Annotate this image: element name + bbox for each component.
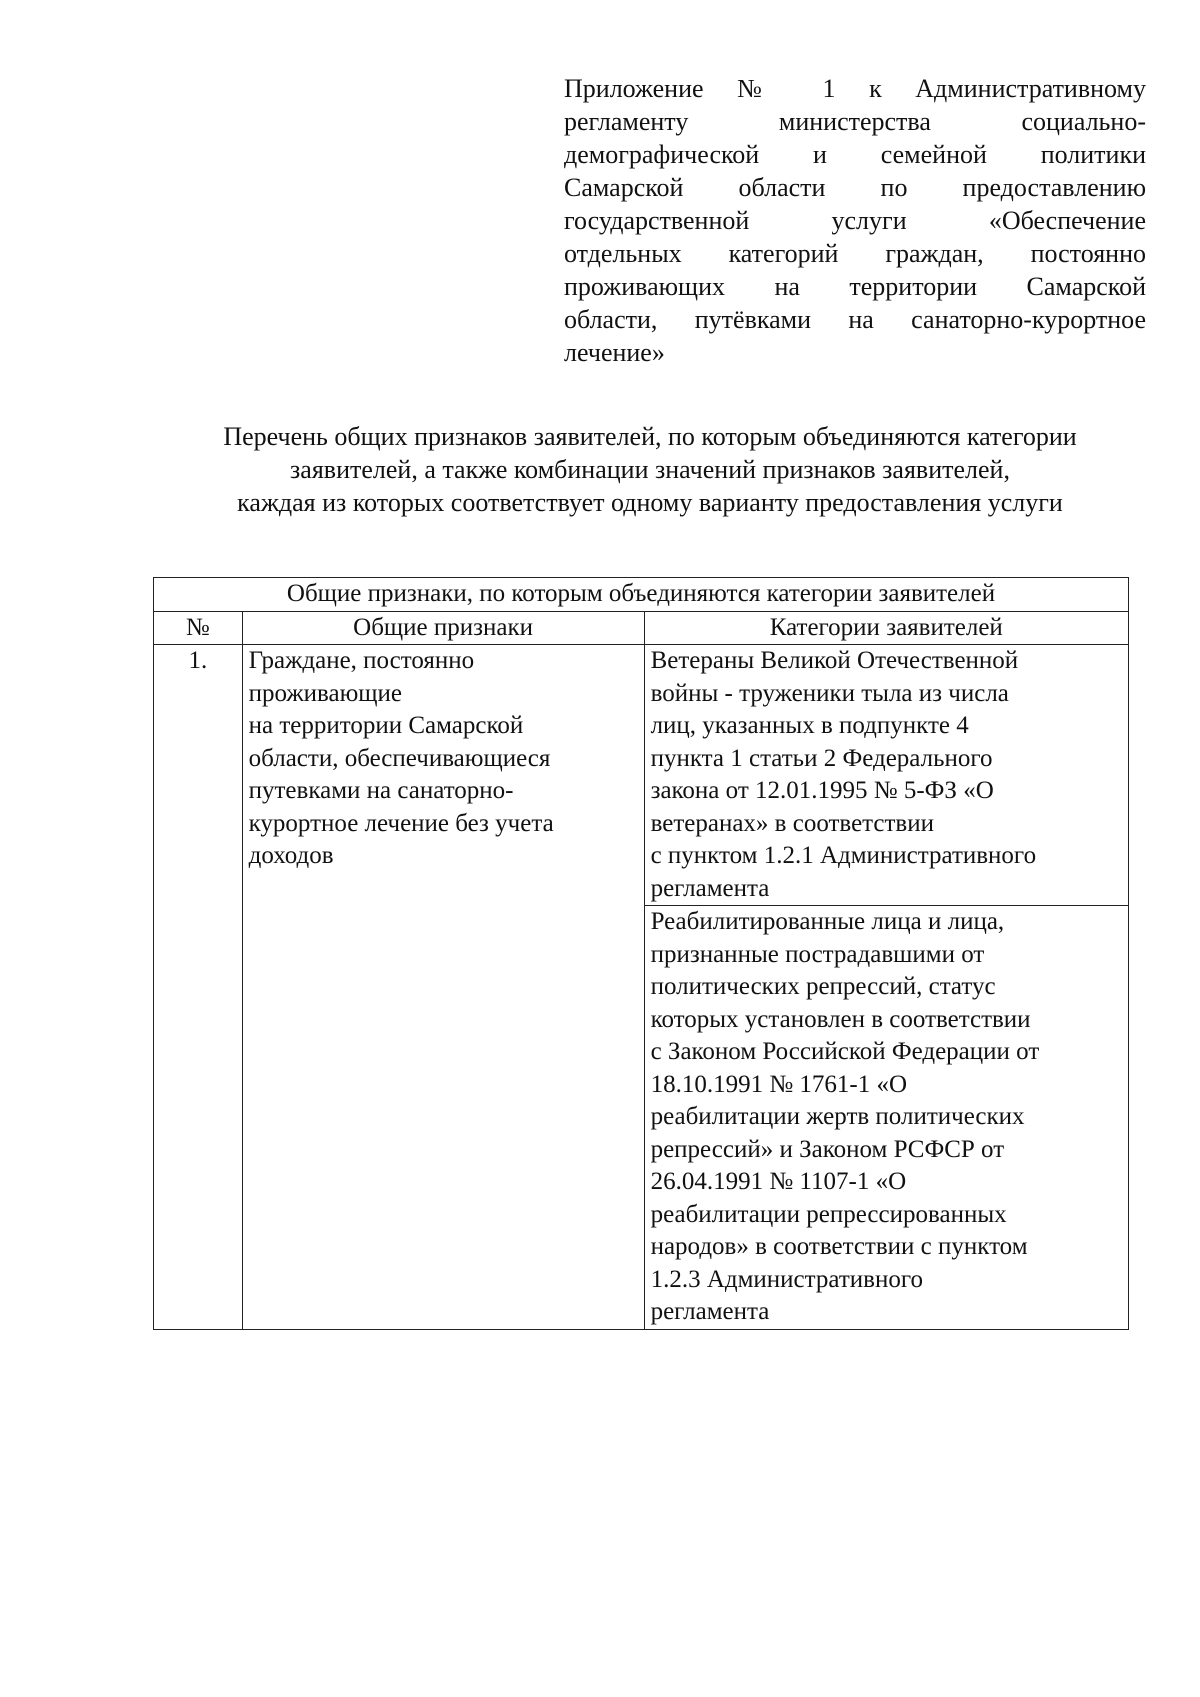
- row-number: 1.: [154, 645, 243, 1330]
- row-feature: [242, 645, 644, 1330]
- table-header-row: [154, 611, 1129, 645]
- category-line: реабилитации жертв политических: [650, 1103, 1025, 1130]
- category-line: ветеранах» в соответствии: [650, 809, 934, 837]
- table-caption: Общие признаки, по которым объединяются категории заявителей: [154, 578, 1129, 612]
- category-line: которых установлен в соответствии: [650, 1005, 1031, 1033]
- column-header-categories: Категории заявителей: [644, 611, 1128, 645]
- category-line: 1.2.3 Административного: [650, 1265, 923, 1293]
- category-line: войны - труженики тыла из числа: [650, 679, 1009, 707]
- category-line: закона от 12.01.1995 № 5-ФЗ «О: [650, 777, 994, 804]
- column-header-number: №: [154, 611, 243, 645]
- category-line: лиц, указанных в подпункте 4: [650, 712, 969, 739]
- feature-line: области, обеспечивающиеся: [248, 744, 551, 772]
- feature-line: путевками на санаторно-: [248, 777, 514, 804]
- document-title-line: каждая из которых соответствует одному варианту предоставления услуги: [237, 488, 1063, 517]
- appendix-header-line: Приложение № 1 к Административному: [564, 74, 1146, 103]
- appendix-header-line: проживающих на территории Самарской: [564, 272, 1146, 301]
- category-cell: [644, 645, 1128, 906]
- column-header-features: Общие признаки: [242, 611, 644, 645]
- category-line: политических репрессий, статус: [650, 973, 996, 1000]
- document-title-line: заявителей, а также комбинации значений признаков заявителей,: [290, 455, 1010, 484]
- category-line: 26.04.1991 № 1107-1 «О: [650, 1168, 907, 1195]
- appendix-header-line: лечение»: [564, 338, 665, 367]
- appendix-header-line: области, путёвками на санаторно-курортное: [564, 305, 1146, 334]
- appendix-header-line: Самарской области по предоставлению: [564, 173, 1146, 202]
- appendix-header-line: демографической и семейной политики: [564, 140, 1146, 169]
- category-line: народов» в соответствии с пунктом: [650, 1233, 1028, 1260]
- category-line: пункта 1 статьи 2 Федерального: [650, 744, 993, 772]
- feature-line: проживающие: [248, 679, 403, 707]
- category-line: реабилитации репрессированных: [650, 1200, 1007, 1228]
- feature-line: курортное лечение без учета: [248, 809, 554, 837]
- category-cell: [644, 906, 1128, 1330]
- table-caption-row: [154, 578, 1129, 612]
- criteria-table: [153, 577, 1129, 1330]
- feature-line: на территории Самарской: [248, 712, 524, 739]
- category-line: регламента: [650, 1298, 770, 1325]
- category-line: репрессий» и Законом РСФСР от: [650, 1135, 1005, 1163]
- appendix-header-line: отдельных категорий граждан, постоянно: [564, 239, 1146, 268]
- table-row: [154, 645, 1129, 906]
- category-line: с пунктом 1.2.1 Административного: [650, 842, 1037, 869]
- category-line: Реабилитированные лица и лица,: [650, 908, 1005, 935]
- document-title: [120, 420, 1180, 519]
- category-line: 18.10.1991 № 1761-1 «О: [650, 1070, 908, 1098]
- appendix-header: [564, 72, 1146, 369]
- feature-line: доходов: [248, 842, 334, 869]
- feature-line: Граждане, постоянно: [248, 647, 475, 674]
- category-line: с Законом Российской Федерации от: [650, 1038, 1040, 1065]
- appendix-header-line: регламенту министерства социально-: [564, 107, 1146, 136]
- document-title-line: Перечень общих признаков заявителей, по которым объединяются категории: [223, 422, 1077, 451]
- appendix-header-line: государственной услуги «Обеспечение: [564, 206, 1146, 235]
- category-line: признанные пострадавшими от: [650, 940, 985, 968]
- category-line: регламента: [650, 874, 770, 902]
- category-line: Ветераны Великой Отечественной: [650, 647, 1019, 674]
